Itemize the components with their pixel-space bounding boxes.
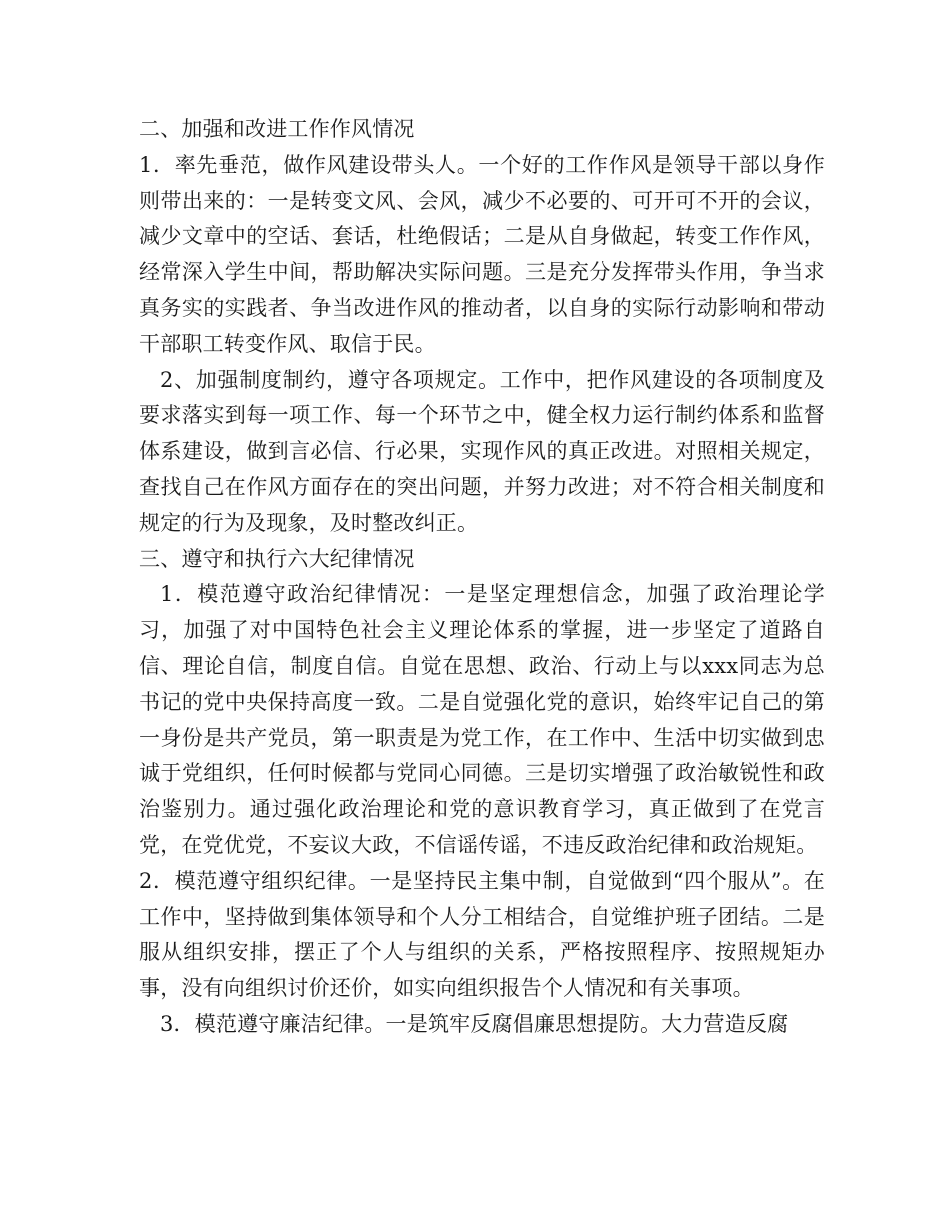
paragraph-lead-by-example: 1．率先垂范，做作风建设带头人。一个好的工作作风是领导干部以身作则带出来的：一是转变文风、会风，减少不必要的、可开可不开的会议，减少文章中的空话、套话，杜绝假话；二是从自身做起，转变工作作风，经常深入学生中间，帮助解决实际问题。三是充分发挥带头作用，争当求真务实的实践者、争当改进作风的推动者，以自身的实际行动影响和带动干部职工转变作风、取信于民。 (139, 152, 825, 356)
document-body (139, 112, 825, 1043)
section-heading-3: 三、遵守和执行六大纪律情况 (139, 546, 415, 571)
paragraph-political-discipline: 1．模范遵守政治纪律情况：一是坚定理想信念，加强了政治理论学习，加强了对中国特色社会主义理论体系的掌握，进一步坚定了道路自信、理论自信，制度自信。自觉在思想、政治、行动上与以xxx同志为总书记的党中央保持高度一致。二是自觉强化党的意识，始终牢记自己的第一身份是共产党员，第一职责是为党工作，在工作中、生活中切实做到忠诚于党组织，任何时候都与党同心同德。三是切实增强了政治敏锐性和政治鉴别力。通过强化政治理论和党的意识教育学习，真正做到了在党言党，在党优党，不妄议大政，不信谣传谣，不违反政治纪律和政治规矩。 (139, 582, 825, 857)
section-heading-2: 二、加强和改进工作作风情况 (139, 117, 415, 141)
paragraph-organizational-discipline: 2．模范遵守组织纪律。一是坚持民主集中制，自觉做到“四个服从”。在工作中，坚持做到集体领导和个人分工相结合，自觉维护班子团结。二是服从组织安排，摆正了个人与组织的关系，严格按照程序、按照规矩办事，没有向组织讨价还价，如实向组织报告个人情况和有关事项。 (139, 868, 825, 1001)
paragraph-system-constraints: 2、加强制度制约，遵守各项规定。工作中，把作风建设的各项制度及要求落实到每一项工作、每一个环节之中，健全权力运行制约体系和监督体系建设，做到言必信、行必果，实现作风的真正改进。对照相关规定，查找自己在作风方面存在的突出问题，并努力改进；对不符合相关制度和规定的行为及现象，及时整改纠正。 (139, 367, 825, 535)
paragraph-integrity-discipline: 3．模范遵守廉洁纪律。一是筑牢反腐倡廉思想提防。大力营造反腐 (160, 1011, 789, 1036)
